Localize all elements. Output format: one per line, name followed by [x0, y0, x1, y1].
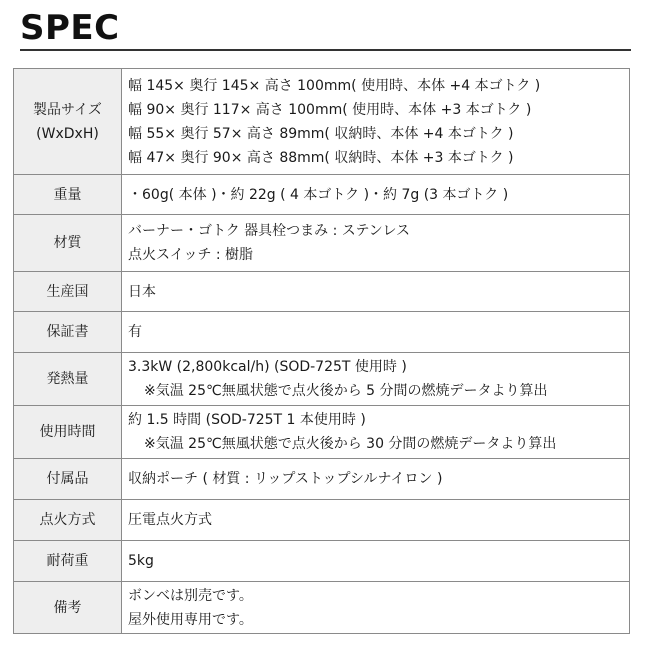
- spec-label-line: 保証書: [46, 324, 89, 340]
- spec-label-line: 使用時間: [39, 424, 96, 440]
- spec-label: [14, 406, 122, 459]
- page-title: SPEC: [20, 8, 120, 48]
- spec-value-line: 屋外使用専用です。: [128, 611, 253, 628]
- spec-value-line: 幅 55× 奥行 57× 高さ 89mm( 収納時、本体 +4 本ゴトク ): [128, 125, 514, 142]
- spec-label: [14, 353, 122, 406]
- spec-value-line: 5kg: [128, 553, 154, 569]
- spec-label: [14, 500, 122, 541]
- spec-row-remarks: [14, 582, 630, 634]
- spec-row-warranty: [14, 312, 630, 353]
- spec-label-line: 付属品: [46, 471, 89, 487]
- spec-row-usage-time: [14, 406, 630, 459]
- spec-value: [122, 541, 630, 582]
- spec-value-line: 約 1.5 時間 (SOD-725T 1 本使用時 ): [128, 412, 366, 428]
- spec-label-line: 備考: [53, 599, 82, 616]
- spec-label-line: 重量: [53, 186, 82, 203]
- title-divider: [20, 49, 631, 51]
- spec-value: [122, 272, 630, 312]
- spec-label-line: 製品サイズ: [33, 101, 102, 118]
- spec-label-line: 耐荷重: [46, 553, 89, 569]
- spec-value: [122, 406, 630, 459]
- spec-row-ignition: [14, 500, 630, 541]
- spec-value-line: 幅 47× 奥行 90× 高さ 88mm( 収納時、本体 +3 本ゴトク ): [128, 149, 514, 166]
- spec-value-line: ・60g( 本体 )・約 22g ( 4 本ゴトク )・約 7g (3 本ゴトク ): [128, 186, 509, 203]
- spec-value-line: バーナー・ゴトク 器具栓つまみ : ステンレス: [128, 223, 411, 239]
- spec-value-line: 日本: [128, 283, 156, 300]
- spec-value: [122, 215, 630, 272]
- spec-note: ※気温 25℃無風状態で点火後から 5 分間の燃焼データより算出: [144, 383, 548, 399]
- spec-label: [14, 541, 122, 582]
- spec-value: [122, 175, 630, 215]
- spec-row-load-capacity: [14, 541, 630, 582]
- spec-label-line: (WxDxH): [36, 125, 99, 142]
- spec-row-accessories: [14, 459, 630, 500]
- spec-value-line: 3.3kW (2,800kcal/h) (SOD-725T 使用時 ): [128, 359, 407, 375]
- spec-table: [13, 68, 630, 634]
- spec-value: [122, 459, 630, 500]
- spec-note: ※気温 25℃無風状態で点火後から 30 分間の燃焼データより算出: [144, 436, 557, 452]
- spec-row-size: [14, 69, 630, 175]
- spec-row-weight: [14, 175, 630, 215]
- spec-value: [122, 582, 630, 634]
- spec-value-line: 収納ポーチ ( 材質 : リップストップシルナイロン ): [128, 471, 443, 487]
- spec-value-line: ボンベは別売です。: [128, 587, 253, 604]
- spec-label-line: 発熱量: [46, 371, 89, 387]
- spec-value-line: 幅 90× 奥行 117× 高さ 100mm( 使用時、本体 +3 本ゴトク ): [128, 101, 532, 118]
- spec-value: [122, 353, 630, 406]
- spec-label-line: 生産国: [46, 283, 89, 300]
- spec-row-material: [14, 215, 630, 272]
- spec-value-line: 圧電点火方式: [128, 512, 212, 528]
- spec-label-line: 点火方式: [39, 512, 96, 528]
- spec-value: [122, 312, 630, 353]
- spec-value: [122, 500, 630, 541]
- spec-label: [14, 215, 122, 272]
- spec-label: [14, 312, 122, 353]
- spec-value: [122, 69, 630, 175]
- spec-value-line: 点火スイッチ : 樹脂: [128, 247, 254, 263]
- spec-label: [14, 69, 122, 175]
- spec-label-line: 材質: [53, 235, 82, 251]
- spec-value-line: 有: [128, 324, 142, 340]
- spec-label: [14, 582, 122, 634]
- spec-label: [14, 272, 122, 312]
- spec-label: [14, 175, 122, 215]
- spec-row-heat-output: [14, 353, 630, 406]
- spec-value-line: 幅 145× 奥行 145× 高さ 100mm( 使用時、本体 +4 本ゴトク ): [128, 77, 541, 94]
- spec-row-country: [14, 272, 630, 312]
- spec-label: [14, 459, 122, 500]
